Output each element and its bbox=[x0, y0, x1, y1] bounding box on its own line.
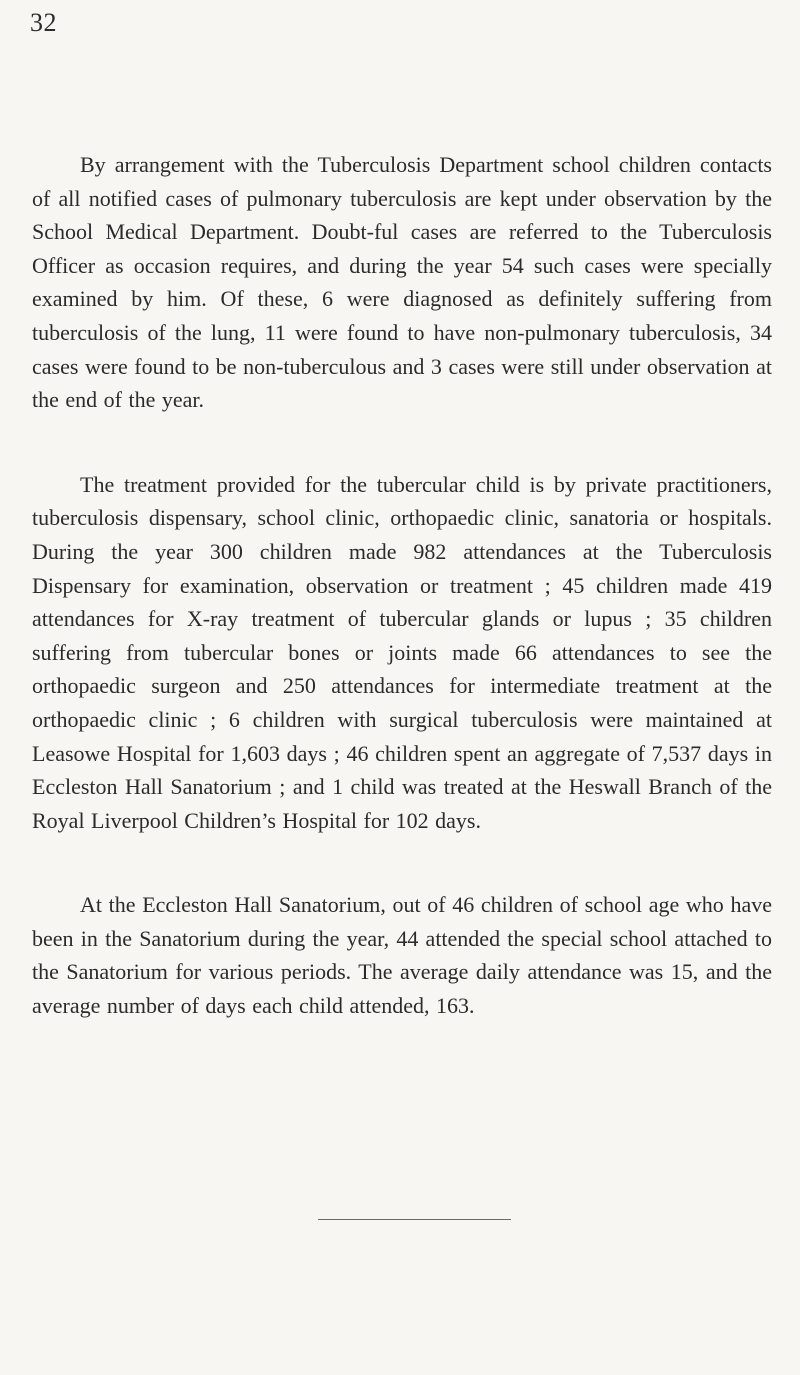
paragraph-tuberculosis-contacts: By arrangement with the Tuberculosis Department school children contacts of all notified cases of pulmonary tuberculosis are kept under observation by the School Medical Department. Doubt-ful cases are referred to the Tuberculosis Officer as occasion requires, and during the year 54 such cases were specially examined by him. Of these, 6 were diagnosed as definitely suffering from tuberculosis of the lung, 11 were found to have non-pulmonary tuberculosis, 34 cases were found to be non-tuberculous and 3 cases were still under observation at the end of the year. bbox=[32, 152, 772, 413]
end-rule bbox=[318, 1219, 511, 1220]
page-number: 32 bbox=[30, 8, 57, 37]
paragraph-treatment-provided: The treatment provided for the tubercular child is by private practitioners, tuberculosis dispensary, school clinic, orthopaedic clinic, sanatoria or hospitals. During the year 300 children made 982 attendances at the Tuberculosis Dispensary for examination, observation or treatment ; 45 children made 419 attendances for X-ray treatment of tubercular glands or lupus ; 35 children suffering from tubercular bones or joints made 66 attendances to see the orthopaedic surgeon and 250 attendances for intermediate treatment at the orthopaedic clinic ; 6 children with surgical tuberculosis were maintained at Leasowe Hospital for 1,603 days ; 46 children spent an aggregate of 7,537 days in Eccleston Hall Sanatorium ; and 1 child was treated at the Heswall Branch of the Royal Liverpool Children’s Hospital for 102 days. bbox=[32, 471, 772, 833]
body-text bbox=[32, 148, 772, 1023]
paragraph-eccleston-hall: At the Eccleston Hall Sanatorium, out of 46 children of school age who have been in the Sanatorium during the year, 44 attended the special school attached to the Sanatorium for various periods. The average daily attendance was 15, and the average number of days each child attended, 163. bbox=[32, 892, 772, 1019]
